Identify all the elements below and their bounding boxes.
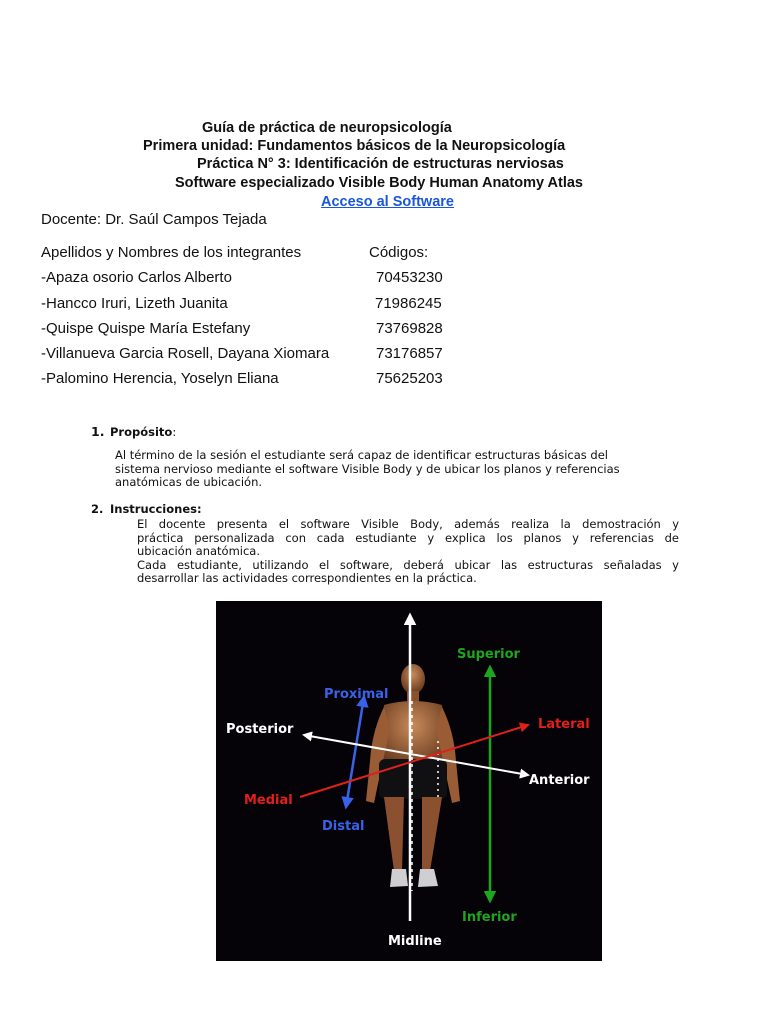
software-title: Software especializado Visible Body Human Anatomy Atlas [175, 175, 583, 191]
section-heading [110, 425, 176, 439]
section-title-colon: : [172, 425, 177, 439]
anatomy-planes-figure [216, 601, 602, 961]
member-code: 73176857 [376, 345, 443, 362]
purpose-line: sistema nervioso mediante el software Visible Body y de ubicar los planos y referencias [115, 461, 620, 476]
label-inferior: Inferior [462, 910, 517, 925]
guide-title: Guía de práctica de neuropsicología [202, 120, 452, 136]
member-name: -Hancco Iruri, Lizeth Juanita [41, 295, 228, 312]
label-proximal: Proximal [324, 687, 389, 702]
anatomy-figure-svg [216, 601, 602, 961]
instructions-line: desarrollar las actividades correspondientes en la práctica. [137, 571, 477, 585]
purpose-line: Al término de la sesión el estudiante será capaz de identificar estructuras básicas del [115, 448, 608, 462]
proximal-distal-arrow [346, 697, 364, 807]
member-name: -Palomino Herencia, Yoselyn Eliana [41, 370, 279, 387]
label-medial: Medial [244, 793, 293, 808]
instructions-paragraph [137, 518, 679, 586]
label-superior: Superior [457, 647, 520, 662]
label-midline: Midline [388, 934, 442, 949]
label-distal: Distal [322, 819, 365, 834]
member-code: 73769828 [376, 320, 443, 337]
software-access-link[interactable]: Acceso al Software [321, 194, 454, 210]
member-name: -Quispe Quispe María Estefany [41, 320, 251, 337]
member-code: 75625203 [376, 370, 443, 387]
teacher-name: Docente: Dr. Saúl Campos Tejada [41, 211, 267, 228]
member-code: 70453230 [376, 269, 443, 286]
member-code: 71986245 [375, 295, 442, 312]
instructions-line: práctica personalizada con cada estudiante y explica los planos y referencias de [137, 530, 679, 545]
unit-title: Primera unidad: Fundamentos básicos de la Neuropsicología [143, 138, 566, 154]
section-title: Propósito [110, 425, 173, 439]
purpose-line: anatómicas de ubicación. [115, 475, 263, 489]
label-lateral: Lateral [538, 717, 590, 732]
instructions-line: Cada estudiante, utilizando el software, deberá ubicar las estructuras señaladas y [137, 557, 679, 572]
members-name-header: Apellidos y Nombres de los integrantes [41, 244, 302, 261]
practice-title: Práctica N° 3: Identificación de estructuras nerviosas [197, 156, 564, 172]
section-number: 2. [91, 502, 104, 516]
member-name: -Apaza osorio Carlos Alberto [41, 269, 232, 286]
instructions-line: El docente presenta el software Visible Body, además realiza la demostración y [137, 517, 679, 531]
label-posterior: Posterior [226, 722, 294, 737]
label-anterior: Anterior [529, 773, 590, 788]
section-title: Instrucciones: [110, 502, 202, 516]
purpose-paragraph [115, 449, 675, 490]
member-name: -Villanueva Garcia Rosell, Dayana Xiomara [41, 345, 330, 362]
members-code-header: Códigos: [369, 244, 429, 261]
instructions-line: ubicación anatómica. [137, 544, 261, 558]
section-number: 1. [91, 424, 105, 439]
